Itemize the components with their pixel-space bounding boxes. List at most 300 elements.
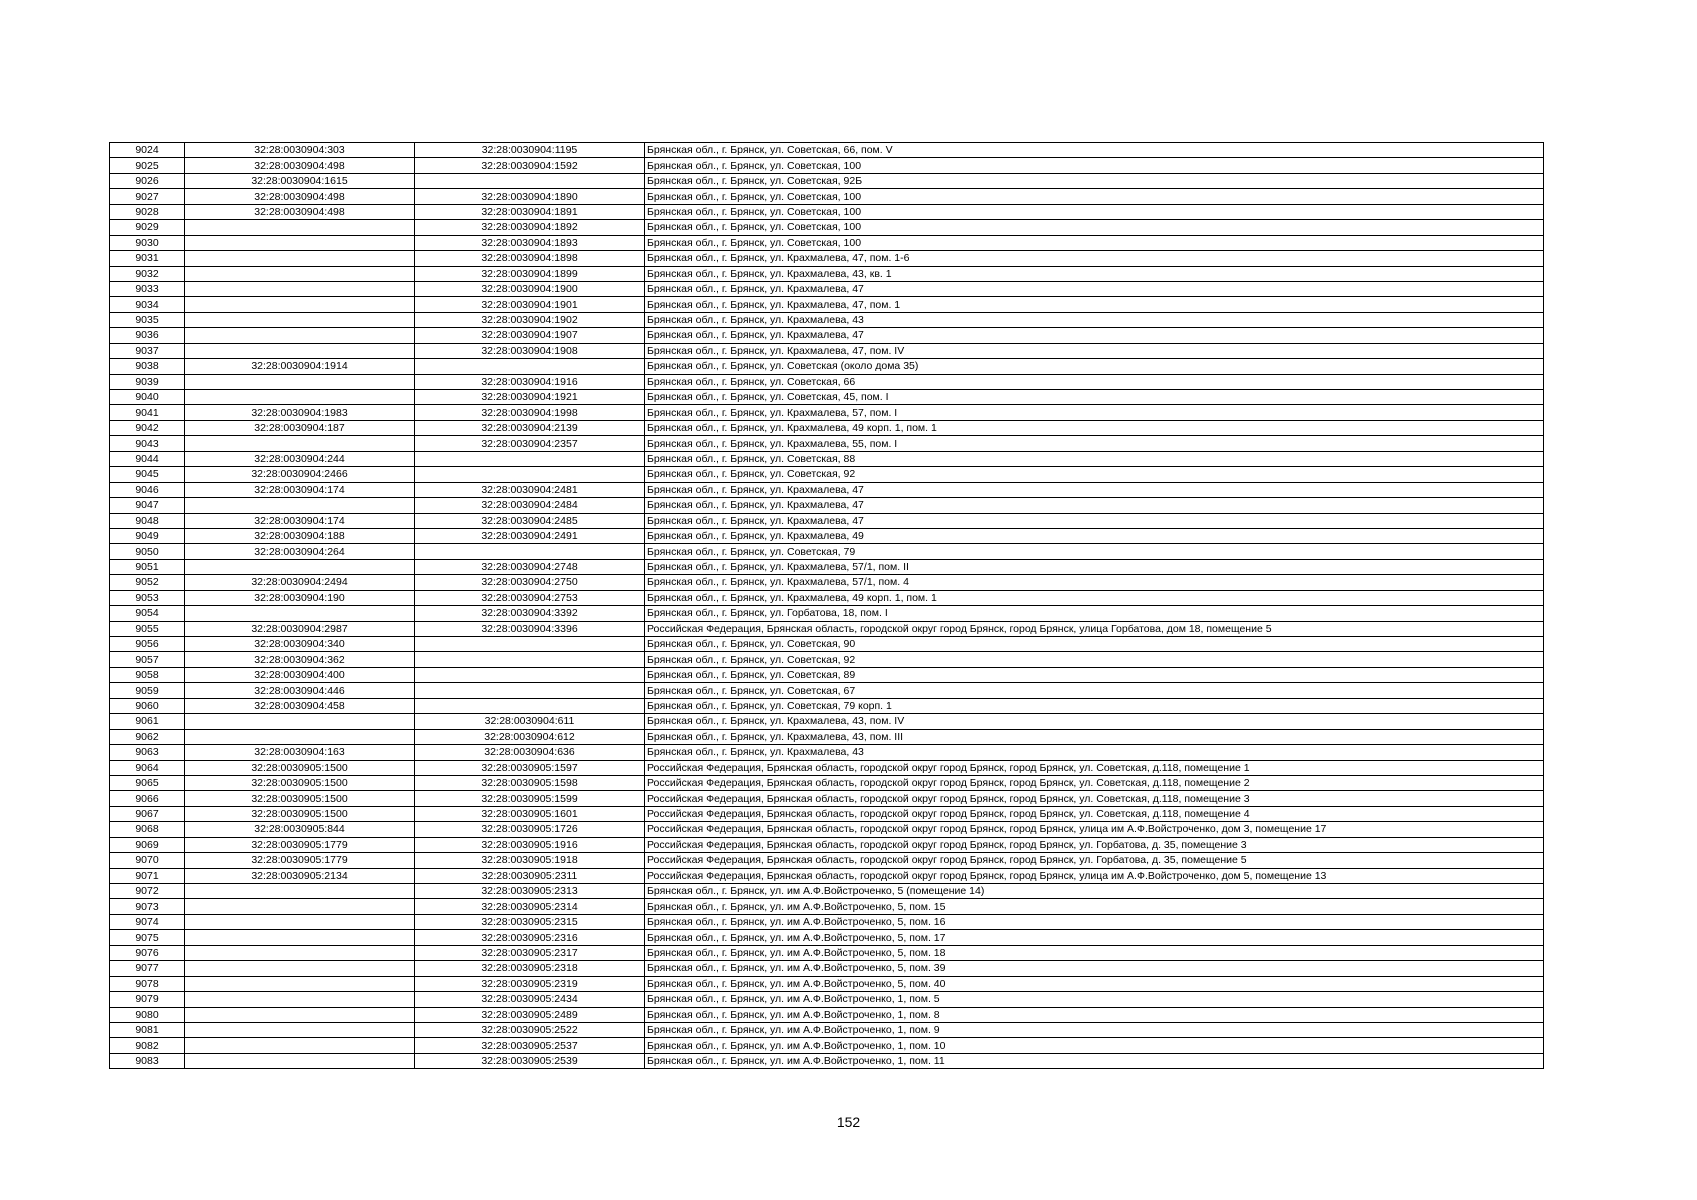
address-cell: Брянская обл., г. Брянск, ул. Крахмалева, 47, пом. IV [645, 343, 1544, 358]
cadastral-number-cell: 32:28:0030905:2316 [415, 930, 645, 945]
table-row [110, 806, 1544, 821]
cadastral-number-cell: 32:28:0030904:2484 [415, 498, 645, 513]
table-row [110, 251, 1544, 266]
parent-cadastral-number-cell: 32:28:0030904:2987 [185, 621, 415, 636]
row-number-cell: 9066 [110, 791, 185, 806]
table-row [110, 667, 1544, 682]
cadastral-number-cell: 32:28:0030904:1893 [415, 235, 645, 250]
parent-cadastral-number-cell: 32:28:0030904:187 [185, 420, 415, 435]
parent-cadastral-number-cell: 32:28:0030905:1500 [185, 791, 415, 806]
cadastral-number-cell: 32:28:0030905:2537 [415, 1038, 645, 1053]
address-cell: Брянская обл., г. Брянск, ул. Советская, 90 [645, 637, 1544, 652]
parent-cadastral-number-cell [185, 1053, 415, 1068]
row-number-cell: 9057 [110, 652, 185, 667]
row-number-cell: 9045 [110, 467, 185, 482]
row-number-cell: 9055 [110, 621, 185, 636]
address-cell: Брянская обл., г. Брянск, ул. Советская, 66, пом. V [645, 143, 1544, 158]
address-cell: Брянская обл., г. Брянск, ул. Советская, 45, пом. I [645, 390, 1544, 405]
table-row [110, 760, 1544, 775]
address-cell: Брянская обл., г. Брянск, ул. Советская, 100 [645, 220, 1544, 235]
address-cell: Брянская обл., г. Брянск, ул. Крахмалева, 47, пом. 1-6 [645, 251, 1544, 266]
row-number-cell: 9034 [110, 297, 185, 312]
cadastral-number-cell: 32:28:0030904:1901 [415, 297, 645, 312]
table-row [110, 173, 1544, 188]
cadastral-number-cell: 32:28:0030904:1899 [415, 266, 645, 281]
table-row [110, 467, 1544, 482]
address-cell: Брянская обл., г. Брянск, ул. Советская, 89 [645, 667, 1544, 682]
address-cell: Брянская обл., г. Брянск, ул. Советская, 92Б [645, 173, 1544, 188]
row-number-cell: 9062 [110, 729, 185, 744]
address-cell: Российская Федерация, Брянская область, городской округ город Брянск, город Брянск, ул. Советская, д.118, помещение 4 [645, 806, 1544, 821]
cadastral-number-cell: 32:28:0030904:2491 [415, 528, 645, 543]
table-row [110, 837, 1544, 852]
parent-cadastral-number-cell [185, 343, 415, 358]
parent-cadastral-number-cell [185, 992, 415, 1007]
cadastral-number-cell [415, 359, 645, 374]
row-number-cell: 9030 [110, 235, 185, 250]
address-cell: Брянская обл., г. Брянск, ул. Крахмалева, 49 корп. 1, пом. 1 [645, 590, 1544, 605]
address-cell: Российская Федерация, Брянская область, городской округ город Брянск, город Брянск, ул. Советская, д.118, помещение 2 [645, 775, 1544, 790]
address-cell: Брянская обл., г. Брянск, ул. Советская (около дома 35) [645, 359, 1544, 374]
address-cell: Брянская обл., г. Брянск, ул. им А.Ф.Войстроченко, 1, пом. 10 [645, 1038, 1544, 1053]
parent-cadastral-number-cell [185, 374, 415, 389]
cadastral-number-cell: 32:28:0030904:611 [415, 714, 645, 729]
cadastral-number-cell: 32:28:0030905:1601 [415, 806, 645, 821]
parent-cadastral-number-cell: 32:28:0030905:844 [185, 822, 415, 837]
parent-cadastral-number-cell: 32:28:0030904:1983 [185, 405, 415, 420]
table-row [110, 482, 1544, 497]
property-table [109, 142, 1544, 1069]
row-number-cell: 9061 [110, 714, 185, 729]
cadastral-number-cell [415, 544, 645, 559]
table-row [110, 714, 1544, 729]
cadastral-number-cell: 32:28:0030905:1599 [415, 791, 645, 806]
parent-cadastral-number-cell [185, 729, 415, 744]
address-cell: Брянская обл., г. Брянск, ул. им А.Ф.Войстроченко, 5, пом. 17 [645, 930, 1544, 945]
parent-cadastral-number-cell: 32:28:0030904:1914 [185, 359, 415, 374]
table-row [110, 745, 1544, 760]
row-number-cell: 9060 [110, 698, 185, 713]
table-row [110, 683, 1544, 698]
row-number-cell: 9032 [110, 266, 185, 281]
parent-cadastral-number-cell: 32:28:0030904:188 [185, 528, 415, 543]
row-number-cell: 9054 [110, 606, 185, 621]
address-cell: Российская Федерация, Брянская область, городской округ город Брянск, город Брянск, ул. Горбатова, д. 35, помещение 5 [645, 853, 1544, 868]
parent-cadastral-number-cell [185, 1007, 415, 1022]
cadastral-number-cell [415, 173, 645, 188]
cadastral-number-cell: 32:28:0030904:2750 [415, 575, 645, 590]
cadastral-number-cell: 32:28:0030905:2522 [415, 1022, 645, 1037]
address-cell: Брянская обл., г. Брянск, ул. Крахмалева, 57/1, пом. 4 [645, 575, 1544, 590]
cadastral-number-cell: 32:28:0030904:1592 [415, 158, 645, 173]
parent-cadastral-number-cell [185, 498, 415, 513]
cadastral-number-cell: 32:28:0030905:1918 [415, 853, 645, 868]
table-row [110, 884, 1544, 899]
address-cell: Брянская обл., г. Брянск, ул. Советская, 79 [645, 544, 1544, 559]
address-cell: Брянская обл., г. Брянск, ул. Крахмалева, 47, пом. 1 [645, 297, 1544, 312]
address-cell: Брянская обл., г. Брянск, ул. Советская, 88 [645, 451, 1544, 466]
address-cell: Брянская обл., г. Брянск, ул. Крахмалева, 47 [645, 482, 1544, 497]
table-row [110, 652, 1544, 667]
row-number-cell: 9053 [110, 590, 185, 605]
row-number-cell: 9026 [110, 173, 185, 188]
address-cell: Брянская обл., г. Брянск, ул. Крахмалева, 43, пом. III [645, 729, 1544, 744]
table-row [110, 606, 1544, 621]
address-cell: Брянская обл., г. Брянск, ул. им А.Ф.Войстроченко, 5, пом. 16 [645, 914, 1544, 929]
cadastral-number-cell: 32:28:0030904:1891 [415, 204, 645, 219]
table-row [110, 420, 1544, 435]
address-cell: Брянская обл., г. Брянск, ул. Советская, 100 [645, 204, 1544, 219]
table-row [110, 559, 1544, 574]
parent-cadastral-number-cell [185, 312, 415, 327]
row-number-cell: 9074 [110, 914, 185, 929]
table-row [110, 390, 1544, 405]
row-number-cell: 9071 [110, 868, 185, 883]
parent-cadastral-number-cell [185, 235, 415, 250]
row-number-cell: 9024 [110, 143, 185, 158]
cadastral-number-cell: 32:28:0030905:2539 [415, 1053, 645, 1068]
address-cell: Брянская обл., г. Брянск, ул. им А.Ф.Войстроченко, 5, пом. 18 [645, 945, 1544, 960]
parent-cadastral-number-cell: 32:28:0030904:498 [185, 204, 415, 219]
table-row [110, 729, 1544, 744]
row-number-cell: 9040 [110, 390, 185, 405]
table-row [110, 204, 1544, 219]
parent-cadastral-number-cell [185, 606, 415, 621]
row-number-cell: 9056 [110, 637, 185, 652]
cadastral-number-cell: 32:28:0030904:1195 [415, 143, 645, 158]
parent-cadastral-number-cell: 32:28:0030904:2466 [185, 467, 415, 482]
table-row [110, 914, 1544, 929]
address-cell: Российская Федерация, Брянская область, городской округ город Брянск, город Брянск, ул. Горбатова, д. 35, помещение 3 [645, 837, 1544, 852]
page-number: 152 [836, 1114, 861, 1130]
table-row [110, 590, 1544, 605]
parent-cadastral-number-cell [185, 559, 415, 574]
cadastral-number-cell: 32:28:0030905:1597 [415, 760, 645, 775]
cadastral-number-cell: 32:28:0030905:2314 [415, 899, 645, 914]
address-cell: Брянская обл., г. Брянск, ул. Крахмалева, 43, пом. IV [645, 714, 1544, 729]
table-row [110, 281, 1544, 296]
table-row [110, 189, 1544, 204]
table-row [110, 961, 1544, 976]
cadastral-number-cell: 32:28:0030904:612 [415, 729, 645, 744]
address-cell: Брянская обл., г. Брянск, ул. Горбатова, 18, пом. I [645, 606, 1544, 621]
row-number-cell: 9065 [110, 775, 185, 790]
parent-cadastral-number-cell [185, 390, 415, 405]
parent-cadastral-number-cell: 32:28:0030905:2134 [185, 868, 415, 883]
parent-cadastral-number-cell [185, 930, 415, 945]
table-row [110, 405, 1544, 420]
parent-cadastral-number-cell [185, 884, 415, 899]
row-number-cell: 9049 [110, 528, 185, 543]
cadastral-number-cell: 32:28:0030904:1892 [415, 220, 645, 235]
table-row [110, 976, 1544, 991]
address-cell: Российская Федерация, Брянская область, городской округ город Брянск, город Брянск, улица им А.Ф.Войстроченко, дом 3, помещение 17 [645, 822, 1544, 837]
table-row [110, 343, 1544, 358]
cadastral-number-cell: 32:28:0030905:1598 [415, 775, 645, 790]
row-number-cell: 9041 [110, 405, 185, 420]
parent-cadastral-number-cell [185, 436, 415, 451]
cadastral-number-cell: 32:28:0030904:1908 [415, 343, 645, 358]
address-cell: Брянская обл., г. Брянск, ул. Советская, 67 [645, 683, 1544, 698]
parent-cadastral-number-cell: 32:28:0030904:264 [185, 544, 415, 559]
cadastral-number-cell: 32:28:0030904:3396 [415, 621, 645, 636]
table-row [110, 575, 1544, 590]
parent-cadastral-number-cell [185, 251, 415, 266]
table-row [110, 220, 1544, 235]
parent-cadastral-number-cell [185, 328, 415, 343]
table-row [110, 1053, 1544, 1068]
parent-cadastral-number-cell: 32:28:0030904:446 [185, 683, 415, 698]
cadastral-number-cell [415, 667, 645, 682]
cadastral-number-cell: 32:28:0030905:2315 [415, 914, 645, 929]
address-cell: Брянская обл., г. Брянск, ул. Советская, 92 [645, 652, 1544, 667]
parent-cadastral-number-cell [185, 220, 415, 235]
cadastral-number-cell: 32:28:0030904:636 [415, 745, 645, 760]
parent-cadastral-number-cell: 32:28:0030904:163 [185, 745, 415, 760]
row-number-cell: 9081 [110, 1022, 185, 1037]
table-row [110, 1022, 1544, 1037]
parent-cadastral-number-cell [185, 281, 415, 296]
parent-cadastral-number-cell: 32:28:0030904:498 [185, 189, 415, 204]
table-row [110, 513, 1544, 528]
row-number-cell: 9042 [110, 420, 185, 435]
address-cell: Брянская обл., г. Брянск, ул. Крахмалева, 47 [645, 513, 1544, 528]
row-number-cell: 9083 [110, 1053, 185, 1068]
cadastral-number-cell [415, 637, 645, 652]
parent-cadastral-number-cell: 32:28:0030904:458 [185, 698, 415, 713]
table-row [110, 868, 1544, 883]
row-number-cell: 9063 [110, 745, 185, 760]
row-number-cell: 9077 [110, 961, 185, 976]
cadastral-number-cell: 32:28:0030905:1916 [415, 837, 645, 852]
cadastral-number-cell: 32:28:0030904:2485 [415, 513, 645, 528]
table-row [110, 359, 1544, 374]
parent-cadastral-number-cell: 32:28:0030904:2494 [185, 575, 415, 590]
parent-cadastral-number-cell: 32:28:0030904:498 [185, 158, 415, 173]
cadastral-number-cell: 32:28:0030904:1902 [415, 312, 645, 327]
table-row [110, 235, 1544, 250]
table-row [110, 637, 1544, 652]
cadastral-number-cell: 32:28:0030904:2139 [415, 420, 645, 435]
row-number-cell: 9027 [110, 189, 185, 204]
address-cell: Брянская обл., г. Брянск, ул. им А.Ф.Войстроченко, 5, пом. 40 [645, 976, 1544, 991]
table-row [110, 1038, 1544, 1053]
table-row [110, 328, 1544, 343]
table-row [110, 544, 1544, 559]
table-row [110, 698, 1544, 713]
row-number-cell: 9031 [110, 251, 185, 266]
row-number-cell: 9059 [110, 683, 185, 698]
parent-cadastral-number-cell [185, 1038, 415, 1053]
parent-cadastral-number-cell: 32:28:0030904:244 [185, 451, 415, 466]
address-cell: Брянская обл., г. Брянск, ул. Крахмалева, 47 [645, 328, 1544, 343]
row-number-cell: 9073 [110, 899, 185, 914]
row-number-cell: 9058 [110, 667, 185, 682]
cadastral-number-cell: 32:28:0030904:1890 [415, 189, 645, 204]
parent-cadastral-number-cell: 32:28:0030905:1500 [185, 760, 415, 775]
table-row [110, 775, 1544, 790]
cadastral-number-cell: 32:28:0030905:2318 [415, 961, 645, 976]
row-number-cell: 9025 [110, 158, 185, 173]
address-cell: Российская Федерация, Брянская область, городской округ город Брянск, город Брянск, ул. Советская, д.118, помещение 3 [645, 791, 1544, 806]
row-number-cell: 9078 [110, 976, 185, 991]
parent-cadastral-number-cell [185, 976, 415, 991]
table-row [110, 992, 1544, 1007]
row-number-cell: 9070 [110, 853, 185, 868]
table-body [110, 143, 1544, 1069]
row-number-cell: 9037 [110, 343, 185, 358]
cadastral-number-cell: 32:28:0030904:2748 [415, 559, 645, 574]
cadastral-number-cell: 32:28:0030905:2317 [415, 945, 645, 960]
address-cell: Российская Федерация, Брянская область, городской округ город Брянск, город Брянск, улица Горбатова, дом 18, помещение 5 [645, 621, 1544, 636]
address-cell: Брянская обл., г. Брянск, ул. Крахмалева, 47 [645, 498, 1544, 513]
cadastral-number-cell: 32:28:0030904:2481 [415, 482, 645, 497]
address-cell: Брянская обл., г. Брянск, ул. Крахмалева, 49 корп. 1, пом. 1 [645, 420, 1544, 435]
address-cell: Российская Федерация, Брянская область, городской округ город Брянск, город Брянск, улица им А.Ф.Войстроченко, дом 5, помещение 13 [645, 868, 1544, 883]
row-number-cell: 9076 [110, 945, 185, 960]
parent-cadastral-number-cell [185, 1022, 415, 1037]
row-number-cell: 9080 [110, 1007, 185, 1022]
row-number-cell: 9047 [110, 498, 185, 513]
row-number-cell: 9064 [110, 760, 185, 775]
parent-cadastral-number-cell [185, 961, 415, 976]
row-number-cell: 9068 [110, 822, 185, 837]
address-cell: Брянская обл., г. Брянск, ул. Советская, 66 [645, 374, 1544, 389]
address-cell: Брянская обл., г. Брянск, ул. им А.Ф.Войстроченко, 1, пом. 9 [645, 1022, 1544, 1037]
parent-cadastral-number-cell: 32:28:0030905:1500 [185, 806, 415, 821]
cadastral-number-cell: 32:28:0030904:1916 [415, 374, 645, 389]
parent-cadastral-number-cell [185, 714, 415, 729]
cadastral-number-cell: 32:28:0030904:1907 [415, 328, 645, 343]
row-number-cell: 9033 [110, 281, 185, 296]
row-number-cell: 9069 [110, 837, 185, 852]
row-number-cell: 9075 [110, 930, 185, 945]
table-row [110, 498, 1544, 513]
parent-cadastral-number-cell: 32:28:0030905:1779 [185, 853, 415, 868]
row-number-cell: 9050 [110, 544, 185, 559]
cadastral-number-cell: 32:28:0030905:2434 [415, 992, 645, 1007]
row-number-cell: 9051 [110, 559, 185, 574]
cadastral-number-cell: 32:28:0030904:3392 [415, 606, 645, 621]
table-row [110, 266, 1544, 281]
cadastral-number-cell: 32:28:0030904:1921 [415, 390, 645, 405]
cadastral-number-cell [415, 698, 645, 713]
row-number-cell: 9029 [110, 220, 185, 235]
row-number-cell: 9043 [110, 436, 185, 451]
cadastral-number-cell: 32:28:0030905:2311 [415, 868, 645, 883]
cadastral-number-cell [415, 683, 645, 698]
address-cell: Брянская обл., г. Брянск, ул. Советская, 92 [645, 467, 1544, 482]
parent-cadastral-number-cell [185, 266, 415, 281]
cadastral-number-cell: 32:28:0030904:1998 [415, 405, 645, 420]
cadastral-number-cell: 32:28:0030904:1900 [415, 281, 645, 296]
table-row [110, 853, 1544, 868]
row-number-cell: 9072 [110, 884, 185, 899]
parent-cadastral-number-cell [185, 945, 415, 960]
cadastral-number-cell [415, 467, 645, 482]
parent-cadastral-number-cell: 32:28:0030904:362 [185, 652, 415, 667]
table-row [110, 451, 1544, 466]
cadastral-number-cell: 32:28:0030905:2313 [415, 884, 645, 899]
address-cell: Российская Федерация, Брянская область, городской округ город Брянск, город Брянск, ул. Советская, д.118, помещение 1 [645, 760, 1544, 775]
row-number-cell: 9036 [110, 328, 185, 343]
parent-cadastral-number-cell [185, 914, 415, 929]
cadastral-number-cell: 32:28:0030905:2319 [415, 976, 645, 991]
table-row [110, 899, 1544, 914]
table-row [110, 822, 1544, 837]
row-number-cell: 9052 [110, 575, 185, 590]
table-row [110, 374, 1544, 389]
row-number-cell: 9039 [110, 374, 185, 389]
row-number-cell: 9067 [110, 806, 185, 821]
table-row [110, 528, 1544, 543]
address-cell: Брянская обл., г. Брянск, ул. Советская, 100 [645, 235, 1544, 250]
address-cell: Брянская обл., г. Брянск, ул. им А.Ф.Войстроченко, 5, пом. 15 [645, 899, 1544, 914]
cadastral-number-cell: 32:28:0030904:2357 [415, 436, 645, 451]
parent-cadastral-number-cell: 32:28:0030904:400 [185, 667, 415, 682]
parent-cadastral-number-cell: 32:28:0030904:174 [185, 482, 415, 497]
address-cell: Брянская обл., г. Брянск, ул. им А.Ф.Войстроченко, 5, пом. 39 [645, 961, 1544, 976]
parent-cadastral-number-cell: 32:28:0030905:1500 [185, 775, 415, 790]
row-number-cell: 9046 [110, 482, 185, 497]
address-cell: Брянская обл., г. Брянск, ул. Крахмалева, 57/1, пом. II [645, 559, 1544, 574]
row-number-cell: 9038 [110, 359, 185, 374]
cadastral-number-cell: 32:28:0030905:1726 [415, 822, 645, 837]
address-cell: Брянская обл., г. Брянск, ул. Крахмалева, 43, кв. 1 [645, 266, 1544, 281]
row-number-cell: 9044 [110, 451, 185, 466]
parent-cadastral-number-cell: 32:28:0030904:174 [185, 513, 415, 528]
parent-cadastral-number-cell: 32:28:0030904:340 [185, 637, 415, 652]
table-row [110, 621, 1544, 636]
table-row [110, 436, 1544, 451]
address-cell: Брянская обл., г. Брянск, ул. Крахмалева, 43 [645, 745, 1544, 760]
address-cell: Брянская обл., г. Брянск, ул. им А.Ф.Войстроченко, 1, пом. 8 [645, 1007, 1544, 1022]
row-number-cell: 9048 [110, 513, 185, 528]
address-cell: Брянская обл., г. Брянск, ул. Крахмалева, 47 [645, 281, 1544, 296]
cadastral-number-cell [415, 652, 645, 667]
address-cell: Брянская обл., г. Брянск, ул. Советская, 100 [645, 158, 1544, 173]
address-cell: Брянская обл., г. Брянск, ул. им А.Ф.Войстроченко, 1, пом. 11 [645, 1053, 1544, 1068]
parent-cadastral-number-cell: 32:28:0030904:1615 [185, 173, 415, 188]
table-row [110, 158, 1544, 173]
address-cell: Брянская обл., г. Брянск, ул. Крахмалева, 57, пом. I [645, 405, 1544, 420]
table-row [110, 945, 1544, 960]
address-cell: Брянская обл., г. Брянск, ул. Советская, 79 корп. 1 [645, 698, 1544, 713]
address-cell: Брянская обл., г. Брянск, ул. Советская, 100 [645, 189, 1544, 204]
row-number-cell: 9028 [110, 204, 185, 219]
address-cell: Брянская обл., г. Брянск, ул. Крахмалева, 43 [645, 312, 1544, 327]
table-row [110, 312, 1544, 327]
parent-cadastral-number-cell: 32:28:0030904:303 [185, 143, 415, 158]
cadastral-number-cell: 32:28:0030904:2753 [415, 590, 645, 605]
table-row [110, 930, 1544, 945]
row-number-cell: 9035 [110, 312, 185, 327]
cadastral-number-cell [415, 451, 645, 466]
parent-cadastral-number-cell: 32:28:0030904:190 [185, 590, 415, 605]
row-number-cell: 9082 [110, 1038, 185, 1053]
table-row [110, 791, 1544, 806]
cadastral-number-cell: 32:28:0030904:1898 [415, 251, 645, 266]
table-row [110, 297, 1544, 312]
address-cell: Брянская обл., г. Брянск, ул. Крахмалева, 55, пом. I [645, 436, 1544, 451]
row-number-cell: 9079 [110, 992, 185, 1007]
address-cell: Брянская обл., г. Брянск, ул. им А.Ф.Войстроченко, 1, пом. 5 [645, 992, 1544, 1007]
parent-cadastral-number-cell: 32:28:0030905:1779 [185, 837, 415, 852]
cadastral-number-cell: 32:28:0030905:2489 [415, 1007, 645, 1022]
parent-cadastral-number-cell [185, 297, 415, 312]
parent-cadastral-number-cell [185, 899, 415, 914]
table-row [110, 1007, 1544, 1022]
